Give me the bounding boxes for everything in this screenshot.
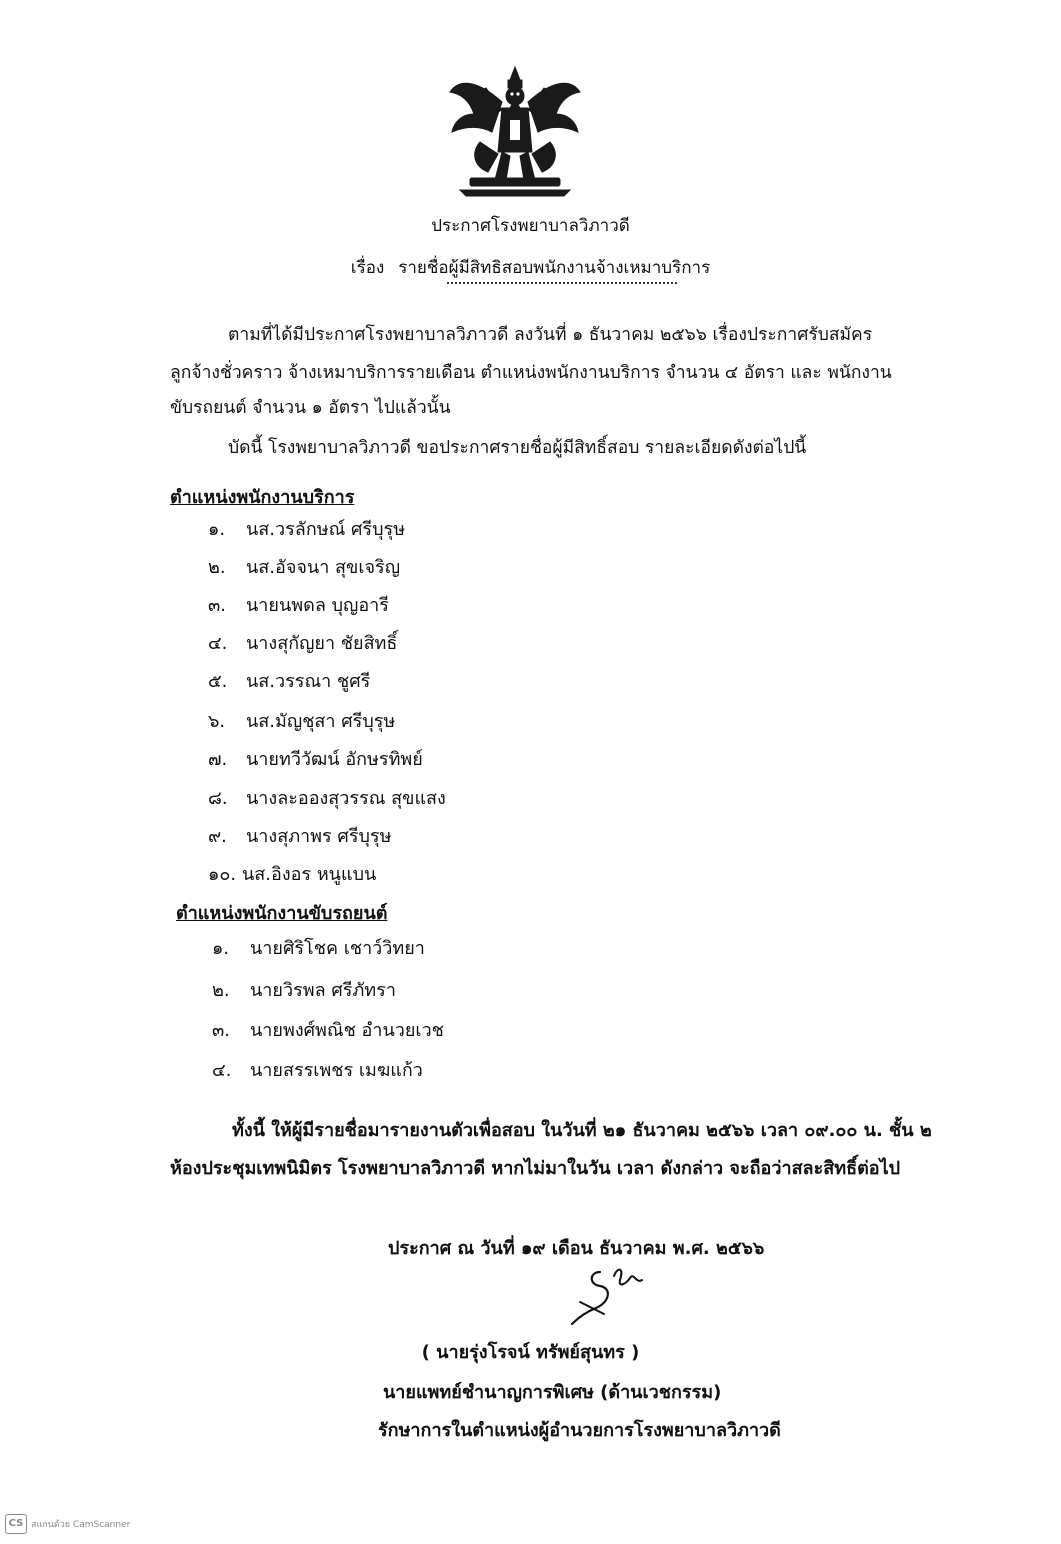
service-section-heading: ตำแหน่งพนักงานบริการ — [170, 487, 355, 508]
subject-label: เรื่อง — [350, 258, 385, 278]
list-item: ๒. นส.อัจจนา สุขเจริญ — [208, 557, 401, 578]
list-item: ๓. นายนพดล บุญอารี — [208, 595, 389, 616]
list-item: ๑๐. นส.อิงอร หนูแบน — [208, 864, 377, 885]
list-item: ๓. นายพงศ์พณิช อำนวยเวช — [212, 1020, 444, 1041]
body-line-1: ตามที่ได้มีประกาศโรงพยาบาลวิภาวดี ลงวันที่ ๑ ธันวาคม ๒๕๖๖ เรื่องประกาศรับสมัคร — [228, 325, 873, 345]
list-item: ๒. นายวิรพล ศรีภัทรา — [212, 980, 396, 1001]
dotted-divider — [447, 282, 677, 284]
list-item: ๙. นางสุภาพร ศรีบุรุษ — [208, 826, 392, 847]
list-item: ๔. นายสรรเพชร เมฆแก้ว — [212, 1060, 423, 1081]
subject-text: รายชื่อผู้มีสิทธิสอบพนักงานจ้างเหมาบริการ — [398, 258, 711, 278]
list-item: ๑. นายศิริโชค เชาว์วิทยา — [212, 938, 425, 959]
camscanner-logo-icon: CS — [5, 1514, 27, 1534]
signatory-position-1: นายแพทย์ชำนาญการพิเศษ (ด้านเวชกรรม) — [383, 1382, 722, 1403]
announce-date: ประกาศ ณ วันที่ ๑๙ เดือน ธันวาคม พ.ศ. ๒๕๖๖ — [388, 1238, 765, 1259]
camscanner-watermark — [5, 1514, 130, 1534]
list-item: ๕. นส.วรรณา ชูศรี — [208, 671, 371, 692]
driver-section-heading: ตำแหน่งพนักงานขับรถยนต์ — [176, 903, 388, 924]
subject-line — [0, 254, 1061, 281]
closing-line-1: ทั้งนี้ ให้ผู้มีรายชื่อมารายงานตัวเพื่อสอบ ในวันที่ ๒๑ ธันวาคม ๒๕๖๖ เวลา ๐๙.๐๐ น. ชั้น ๒ — [232, 1120, 932, 1141]
document-title: ประกาศโรงพยาบาลวิภาวดี — [431, 216, 630, 236]
signature-icon — [560, 1262, 670, 1332]
list-item: ๔. นางสุกัญยา ชัยสิทธิ์ — [208, 633, 398, 654]
list-item: ๑. นส.วรลักษณ์ ศรีบุรุษ — [208, 519, 406, 540]
list-item: ๘. นางละอองสุวรรณ สุขแสง — [208, 788, 446, 809]
body-line-2: ลูกจ้างชั่วคราว จ้างเหมาบริการรายเดือน ตำแหน่งพนักงานบริการ จำนวน ๔ อัตรา และ พนักงาน — [170, 363, 892, 383]
signatory-name: ( นายรุ่งโรจน์ ทรัพย์สุนทร ) — [421, 1342, 640, 1363]
body-line-3: ขับรถยนต์ จำนวน ๑ อัตรา ไปแล้วนั้น — [170, 398, 451, 418]
camscanner-text: สแกนด้วย CamScanner — [31, 1520, 131, 1530]
body-line-4: บัดนี้ โรงพยาบาลวิภาวดี ขอประกาศรายชื่อผู้มีสิทธิ์สอบ รายละเอียดดังต่อไปนี้ — [228, 438, 807, 458]
list-item: ๖. นส.มัญชุสา ศรีบุรุษ — [208, 711, 396, 732]
list-item: ๗. นายทวีวัฒน์ อักษรทิพย์ — [208, 749, 423, 770]
closing-line-2: ห้องประชุมเทพนิมิตร โรงพยาบาลวิภาวดี หากไม่มาในวัน เวลา ดังกล่าว จะถือว่าสละสิทธิ์ต่อไป — [170, 1158, 901, 1179]
garuda-emblem-icon — [440, 62, 590, 202]
signatory-position-2: รักษาการในตำแหน่งผู้อำนวยการโรงพยาบาลวิภาวดี — [378, 1420, 781, 1441]
